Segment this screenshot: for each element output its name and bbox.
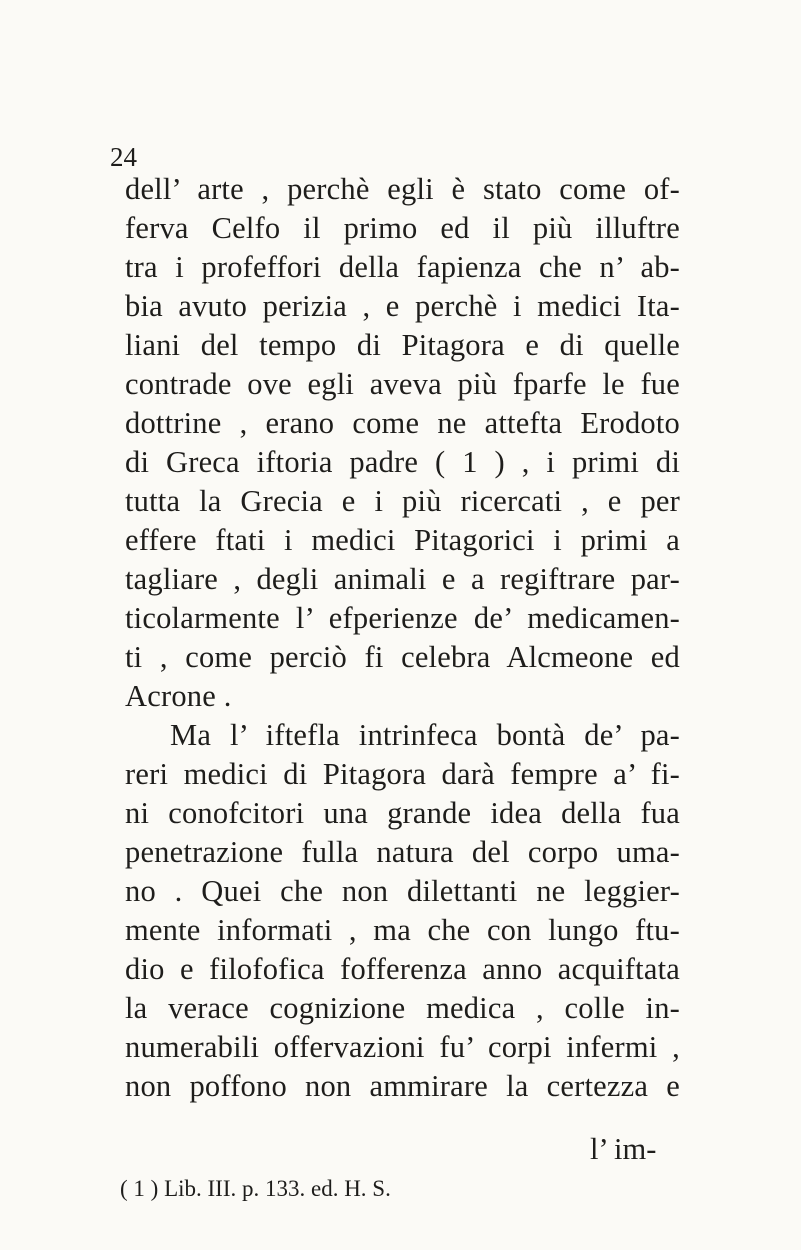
text-line: numerabili offervazioni fu’ corpi infermi ,	[125, 1030, 680, 1064]
text-line: ticolarmente l’ efperienze de’ medicamen-	[125, 601, 680, 635]
text-line: tra i profeffori della fapienza che n’ ab-	[125, 250, 680, 284]
text-line: la verace cognizione medica , colle in-	[125, 991, 680, 1025]
text-line: dottrine , erano come ne attefta Erodoto	[125, 406, 680, 440]
text-line: bia avuto perizia , e perchè i medici Ita-	[125, 289, 680, 323]
text-line: effere ftati i medici Pitagorici i primi a	[125, 523, 680, 557]
text-line: tagliare , degli animali e a regiftrare par-	[125, 562, 680, 596]
text-line: no . Quei che non dilettanti ne leggier-	[125, 874, 680, 908]
text-line: ti , come perciò fi celebra Alcmeone ed	[125, 640, 680, 674]
text-line: ni conofcitori una grande idea della fua	[125, 796, 680, 830]
text-line: liani del tempo di Pitagora e di quelle	[125, 328, 680, 362]
text-line: non poffono non ammirare la certezza e	[125, 1069, 680, 1103]
text-line: penetrazione fulla natura del corpo uma-	[125, 835, 680, 869]
text-line: Ma l’ iftefla intrinfeca bontà de’ pa-	[170, 718, 680, 752]
body-text	[125, 170, 680, 1106]
text-line: reri medici di Pitagora darà fempre a’ fi-	[125, 757, 680, 791]
text-line: ferva Celfo il primo ed il più illuftre	[125, 211, 680, 245]
text-line: dell’ arte , perchè egli è stato come of-	[125, 172, 680, 206]
text-line: dio e filofofica fofferenza anno acquiftata	[125, 952, 680, 986]
page-number: 24	[110, 142, 137, 172]
text-line: mente informati , ma che con lungo ftu-	[125, 913, 680, 947]
text-line: contrade ove egli aveva più fparfe le fue	[125, 367, 680, 401]
text-line: Acrone .	[125, 679, 232, 713]
text-line: di Greca iftoria padre ( 1 ) , i primi di	[125, 445, 680, 479]
catchword: l’ im-	[590, 1132, 657, 1166]
footnote: ( 1 ) Lib. III. p. 133. ed. H. S.	[120, 1176, 391, 1201]
text-line: tutta la Grecia e i più ricercati , e per	[125, 484, 680, 518]
